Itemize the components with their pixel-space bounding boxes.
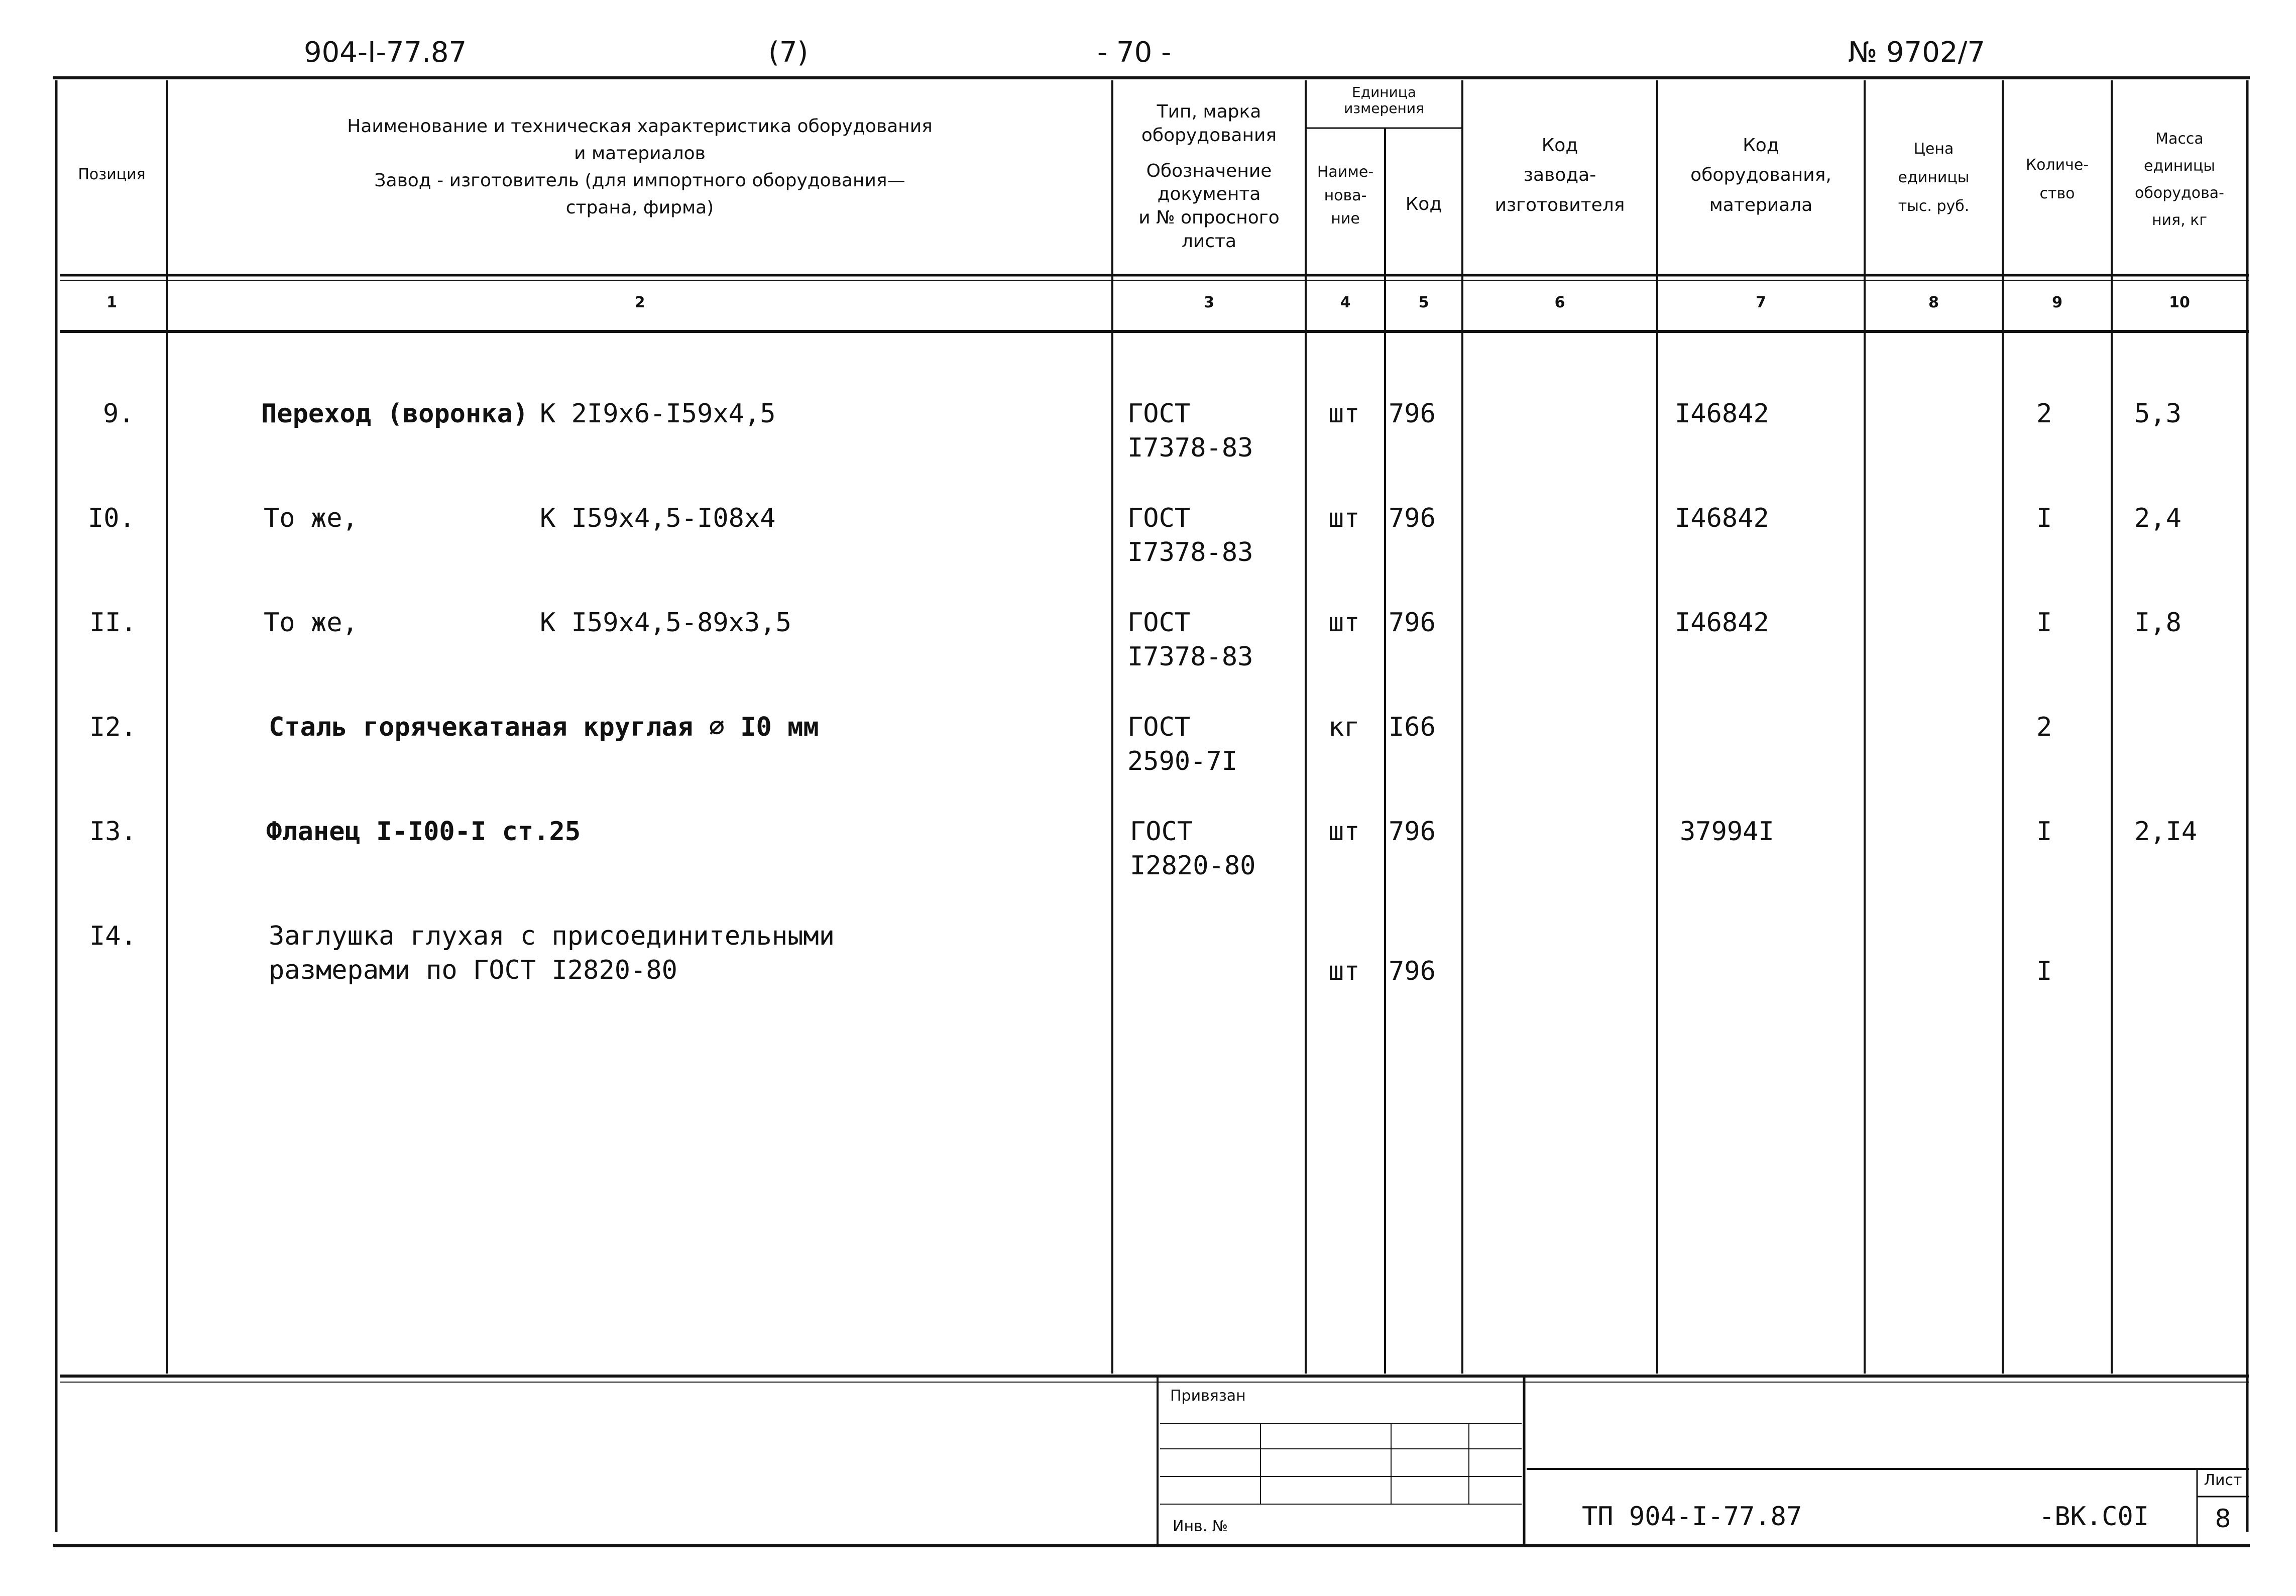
column-number-3: 3 — [1204, 294, 1214, 311]
row-quantity: I — [2036, 956, 2052, 986]
row-mass: 5,3 — [2134, 399, 2182, 429]
row-unit: шт — [1328, 956, 1360, 986]
row-unit: шт — [1328, 608, 1360, 638]
header-quantity: Количе- ство — [2025, 156, 2089, 202]
row-material-code: I46842 — [1675, 608, 1769, 638]
header-price: Цена единицы тыс. руб. — [1898, 140, 1970, 215]
inventory-label: Инв. № — [1173, 1518, 1228, 1535]
row-quantity: I — [2036, 503, 2052, 533]
row-spec: К I59x4,5-I08x4 — [540, 503, 776, 533]
row-mass: 2,4 — [2134, 503, 2182, 533]
column-number-8: 8 — [1928, 294, 1939, 311]
row-unit: шт — [1328, 503, 1360, 533]
row-name: Переход (воронка) — [261, 399, 529, 429]
row-unit-code: 796 — [1389, 956, 1436, 986]
row-position: II. — [89, 608, 137, 638]
bound-label: Привязан — [1170, 1387, 1246, 1405]
row-unit-code: I66 — [1389, 712, 1436, 742]
row-doc: ГОСТ I7378-83 — [1127, 399, 1253, 463]
row-name: Сталь горячекатаная круглая ∅ I0 мм — [269, 712, 819, 742]
column-number-1: 1 — [106, 294, 117, 311]
row-unit-code: 796 — [1389, 817, 1436, 847]
row-position: I4. — [89, 921, 137, 951]
header-type: Тип, марка оборудования Обозначение документа и № опросного листа — [1138, 101, 1280, 252]
row-material-code: 37994I — [1680, 817, 1774, 847]
row-name: То же, — [264, 503, 358, 533]
header-maker-code: Код завода- изготовителя — [1495, 135, 1625, 215]
header-position: Позиция — [78, 166, 146, 183]
row-unit-code: 796 — [1389, 503, 1436, 533]
row-doc: ГОСТ I7378-83 — [1127, 503, 1253, 567]
row-name: То же, — [264, 608, 358, 638]
header-unit: Единица измерения — [1344, 84, 1424, 117]
part-number: (7) — [768, 36, 809, 69]
row-unit: кг — [1328, 712, 1360, 742]
row-material-code: I46842 — [1675, 503, 1769, 533]
column-number-6: 6 — [1554, 294, 1565, 311]
row-doc: ГОСТ I2820-80 — [1130, 817, 1256, 881]
row-doc: ГОСТ 2590-7I — [1127, 712, 1238, 776]
row-mass: 2,I4 — [2134, 817, 2198, 847]
header-unit-code: Код — [1405, 194, 1442, 214]
document-suffix: -ВК.С0I — [2039, 1502, 2149, 1532]
header-mass: Масса единицы оборудова- ния, кг — [2135, 130, 2224, 229]
header-unit-name: Наиме- нова- ние — [1317, 163, 1374, 227]
row-spec: К 2I9x6-I59x4,5 — [540, 399, 776, 429]
document-number: № 9702/7 — [1848, 36, 1986, 69]
column-number-4: 4 — [1340, 294, 1351, 311]
row-mass: I,8 — [2134, 608, 2182, 638]
row-name: Фланец I-I00-I ст.25 — [266, 817, 581, 847]
row-position: I3. — [89, 817, 137, 847]
page-number: - 70 - — [1097, 36, 1172, 69]
row-unit: шт — [1328, 399, 1360, 429]
header-material-code: Код оборудования, материала — [1690, 135, 1831, 215]
sheet-number: 8 — [2215, 1504, 2231, 1533]
column-number-5: 5 — [1418, 294, 1429, 311]
row-position: I2. — [89, 712, 137, 742]
column-number-10: 10 — [2169, 294, 2190, 311]
column-number-2: 2 — [634, 294, 645, 311]
row-spec: К I59x4,5-89x3,5 — [540, 608, 791, 638]
row-quantity: 2 — [2036, 399, 2052, 429]
row-quantity: I — [2036, 817, 2052, 847]
row-quantity: I — [2036, 608, 2052, 638]
sheet-label: Лист — [2204, 1471, 2242, 1489]
row-doc: ГОСТ I7378-83 — [1127, 608, 1253, 672]
row-material-code: I46842 — [1675, 399, 1769, 429]
row-unit: шт — [1328, 817, 1360, 847]
column-number-9: 9 — [2052, 294, 2062, 311]
row-unit-code: 796 — [1389, 608, 1436, 638]
column-number-7: 7 — [1756, 294, 1766, 311]
row-quantity: 2 — [2036, 712, 2052, 742]
row-position: 9. — [103, 399, 135, 429]
row-name: Заглушка глухая с присоединительными размерами по ГОСТ I2820-80 — [269, 921, 835, 985]
series-code: 904-I-77.87 — [304, 36, 467, 69]
header-name: Наименование и техническая характеристика оборудования и материалов Завод - изготовитель (для импортного оборудования— страна, фирма) — [347, 116, 933, 218]
row-unit-code: 796 — [1389, 399, 1436, 429]
document-code: ТП 904-I-77.87 — [1582, 1502, 1802, 1532]
row-position: I0. — [88, 503, 135, 533]
